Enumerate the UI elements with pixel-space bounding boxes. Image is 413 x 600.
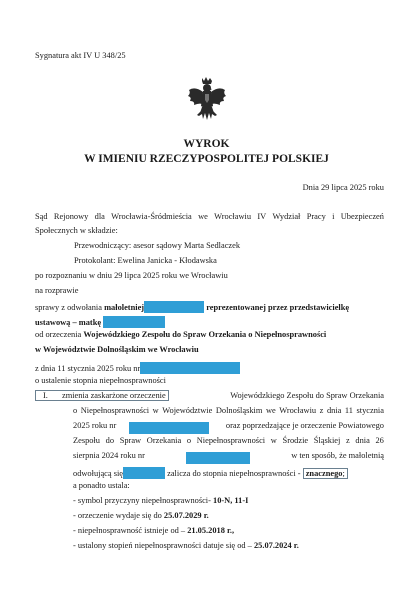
bullet-3	[73, 527, 234, 535]
from-ruling-line	[35, 331, 326, 339]
from-ruling-prefix: od orzeczenia	[35, 330, 82, 339]
represented-line-2	[35, 316, 165, 328]
bullet-4-prefix: - ustalony stopień niepełnosprawności datuje się od –	[73, 541, 252, 550]
bullet-2-prefix: - orzeczenie wydaje się do	[73, 511, 162, 520]
bullet-1-value: 10-N, 11-I	[213, 496, 249, 505]
disability-degree: znacznego	[305, 469, 343, 478]
redacted-number-2	[129, 422, 209, 434]
item-i-line-5	[73, 452, 384, 464]
bullet-1-prefix: - symbol przyczyny niepełnosprawności-	[73, 496, 211, 505]
item-i-line-4	[73, 437, 384, 445]
appeal-line	[35, 301, 349, 313]
court-line-1-text: Sąd Rejonowy dla Wrocławia-Śródmieścia we Wrocławiu IV Wydział Pracy i Ubezpieczeń	[35, 212, 384, 221]
board-name-2: w Województwie Dolnośląskim we Wrocławiu	[35, 345, 199, 354]
represented-label: reprezentowanej przez przedstawicielkę	[206, 303, 350, 312]
bullet-4	[73, 542, 299, 550]
hearing-line: po rozpoznaniu w dniu 29 lipca 2025 roku we Wrocławiu	[35, 271, 228, 280]
court-line-2: Społecznych w składzie:	[35, 226, 118, 235]
item-i-line-7: a ponadto ustala:	[73, 481, 130, 490]
item-number: I.	[43, 391, 48, 400]
judgment-date: Dnia 29 lipca 2025 roku	[302, 183, 384, 192]
item-line-6-boxed	[303, 468, 348, 479]
redacted-name-1	[144, 301, 204, 313]
item-line-1-boxed: zmienia zaskarżone orzeczenie	[61, 391, 166, 400]
item-i-boxed	[35, 390, 169, 401]
bullet-3-value: 21.05.2018 r.,	[187, 526, 235, 535]
subject-line: o ustalenie stopnia niepełnosprawności	[35, 376, 166, 385]
item-line-5-suffix: w ten sposób, że małoletnią	[291, 451, 384, 460]
bullet-3-prefix: - niepełnosprawność istnieje od –	[73, 526, 186, 535]
polish-eagle-emblem-icon	[187, 76, 227, 124]
item-i-line-6	[73, 467, 348, 479]
presiding-judge: Przewodniczący: asesor sądowy Marta Sedlaczek	[74, 241, 241, 250]
redacted-number-1	[140, 362, 240, 374]
redacted-name-2	[103, 316, 165, 328]
ruling-date-line	[35, 362, 240, 374]
bullet-2-value: 25.07.2029 r.	[163, 511, 209, 520]
judgment-title: WYROK	[183, 138, 230, 150]
item-line-3-suffix: oraz poprzedzające je orzeczenie Powiatowego	[225, 421, 384, 430]
item-line-4-text: Zespołu do Spraw Orzekania o Niepełnosprawności w Środzie Śląskiej z dnia 26	[73, 436, 384, 445]
item-i-line-1	[35, 392, 384, 400]
appeal-prefix: sprawy z odwołania	[35, 303, 102, 312]
bullet-1	[73, 497, 248, 505]
item-line-2-text: o Niepełnosprawności w Województwie Dolnośląskim we Wrocławiu z dnia 11 stycznia	[73, 406, 384, 415]
item-line-1-rest: Wojewódzkiego Zespołu do Spraw Orzekania	[230, 391, 384, 400]
item-line-5-prefix: sierpnia 2024 roku nr	[73, 451, 145, 460]
item-line-3-prefix: 2025 roku nr	[73, 421, 117, 430]
case-signature: Sygnatura akt IV U 348/25	[35, 51, 126, 60]
board-name-1: Wojewódzkiego Zespołu do Spraw Orzekania o Niepełnosprawności	[83, 330, 327, 339]
redacted-name-3	[123, 467, 165, 479]
redacted-number-3	[186, 452, 250, 464]
judgment-subtitle: W IMIENIU RZECZYPOSPOLITEJ POLSKIEJ	[84, 153, 329, 165]
bullet-4-value: 25.07.2024 r.	[253, 541, 299, 550]
item-line-6-end: ;	[342, 469, 345, 478]
item-i-line-2	[73, 407, 384, 415]
court-line-1	[35, 213, 384, 221]
item-i-line-3	[73, 422, 384, 434]
ruling-date-text: z dnia 11 stycznia 2025 roku nr	[35, 364, 141, 373]
item-line-6-middle: zalicza do stopnia niepełnosprawności -	[167, 469, 301, 478]
hearing-line-2: na rozprawie	[35, 286, 79, 295]
minor-label: małoletniej	[104, 303, 145, 312]
represented-label-2: ustawową – matkę	[35, 318, 102, 327]
court-clerk: Protokolant: Ewelina Janicka - Kłodawska	[74, 256, 217, 265]
item-line-6-prefix: odwołującą się	[73, 469, 124, 478]
bullet-2	[73, 512, 209, 520]
